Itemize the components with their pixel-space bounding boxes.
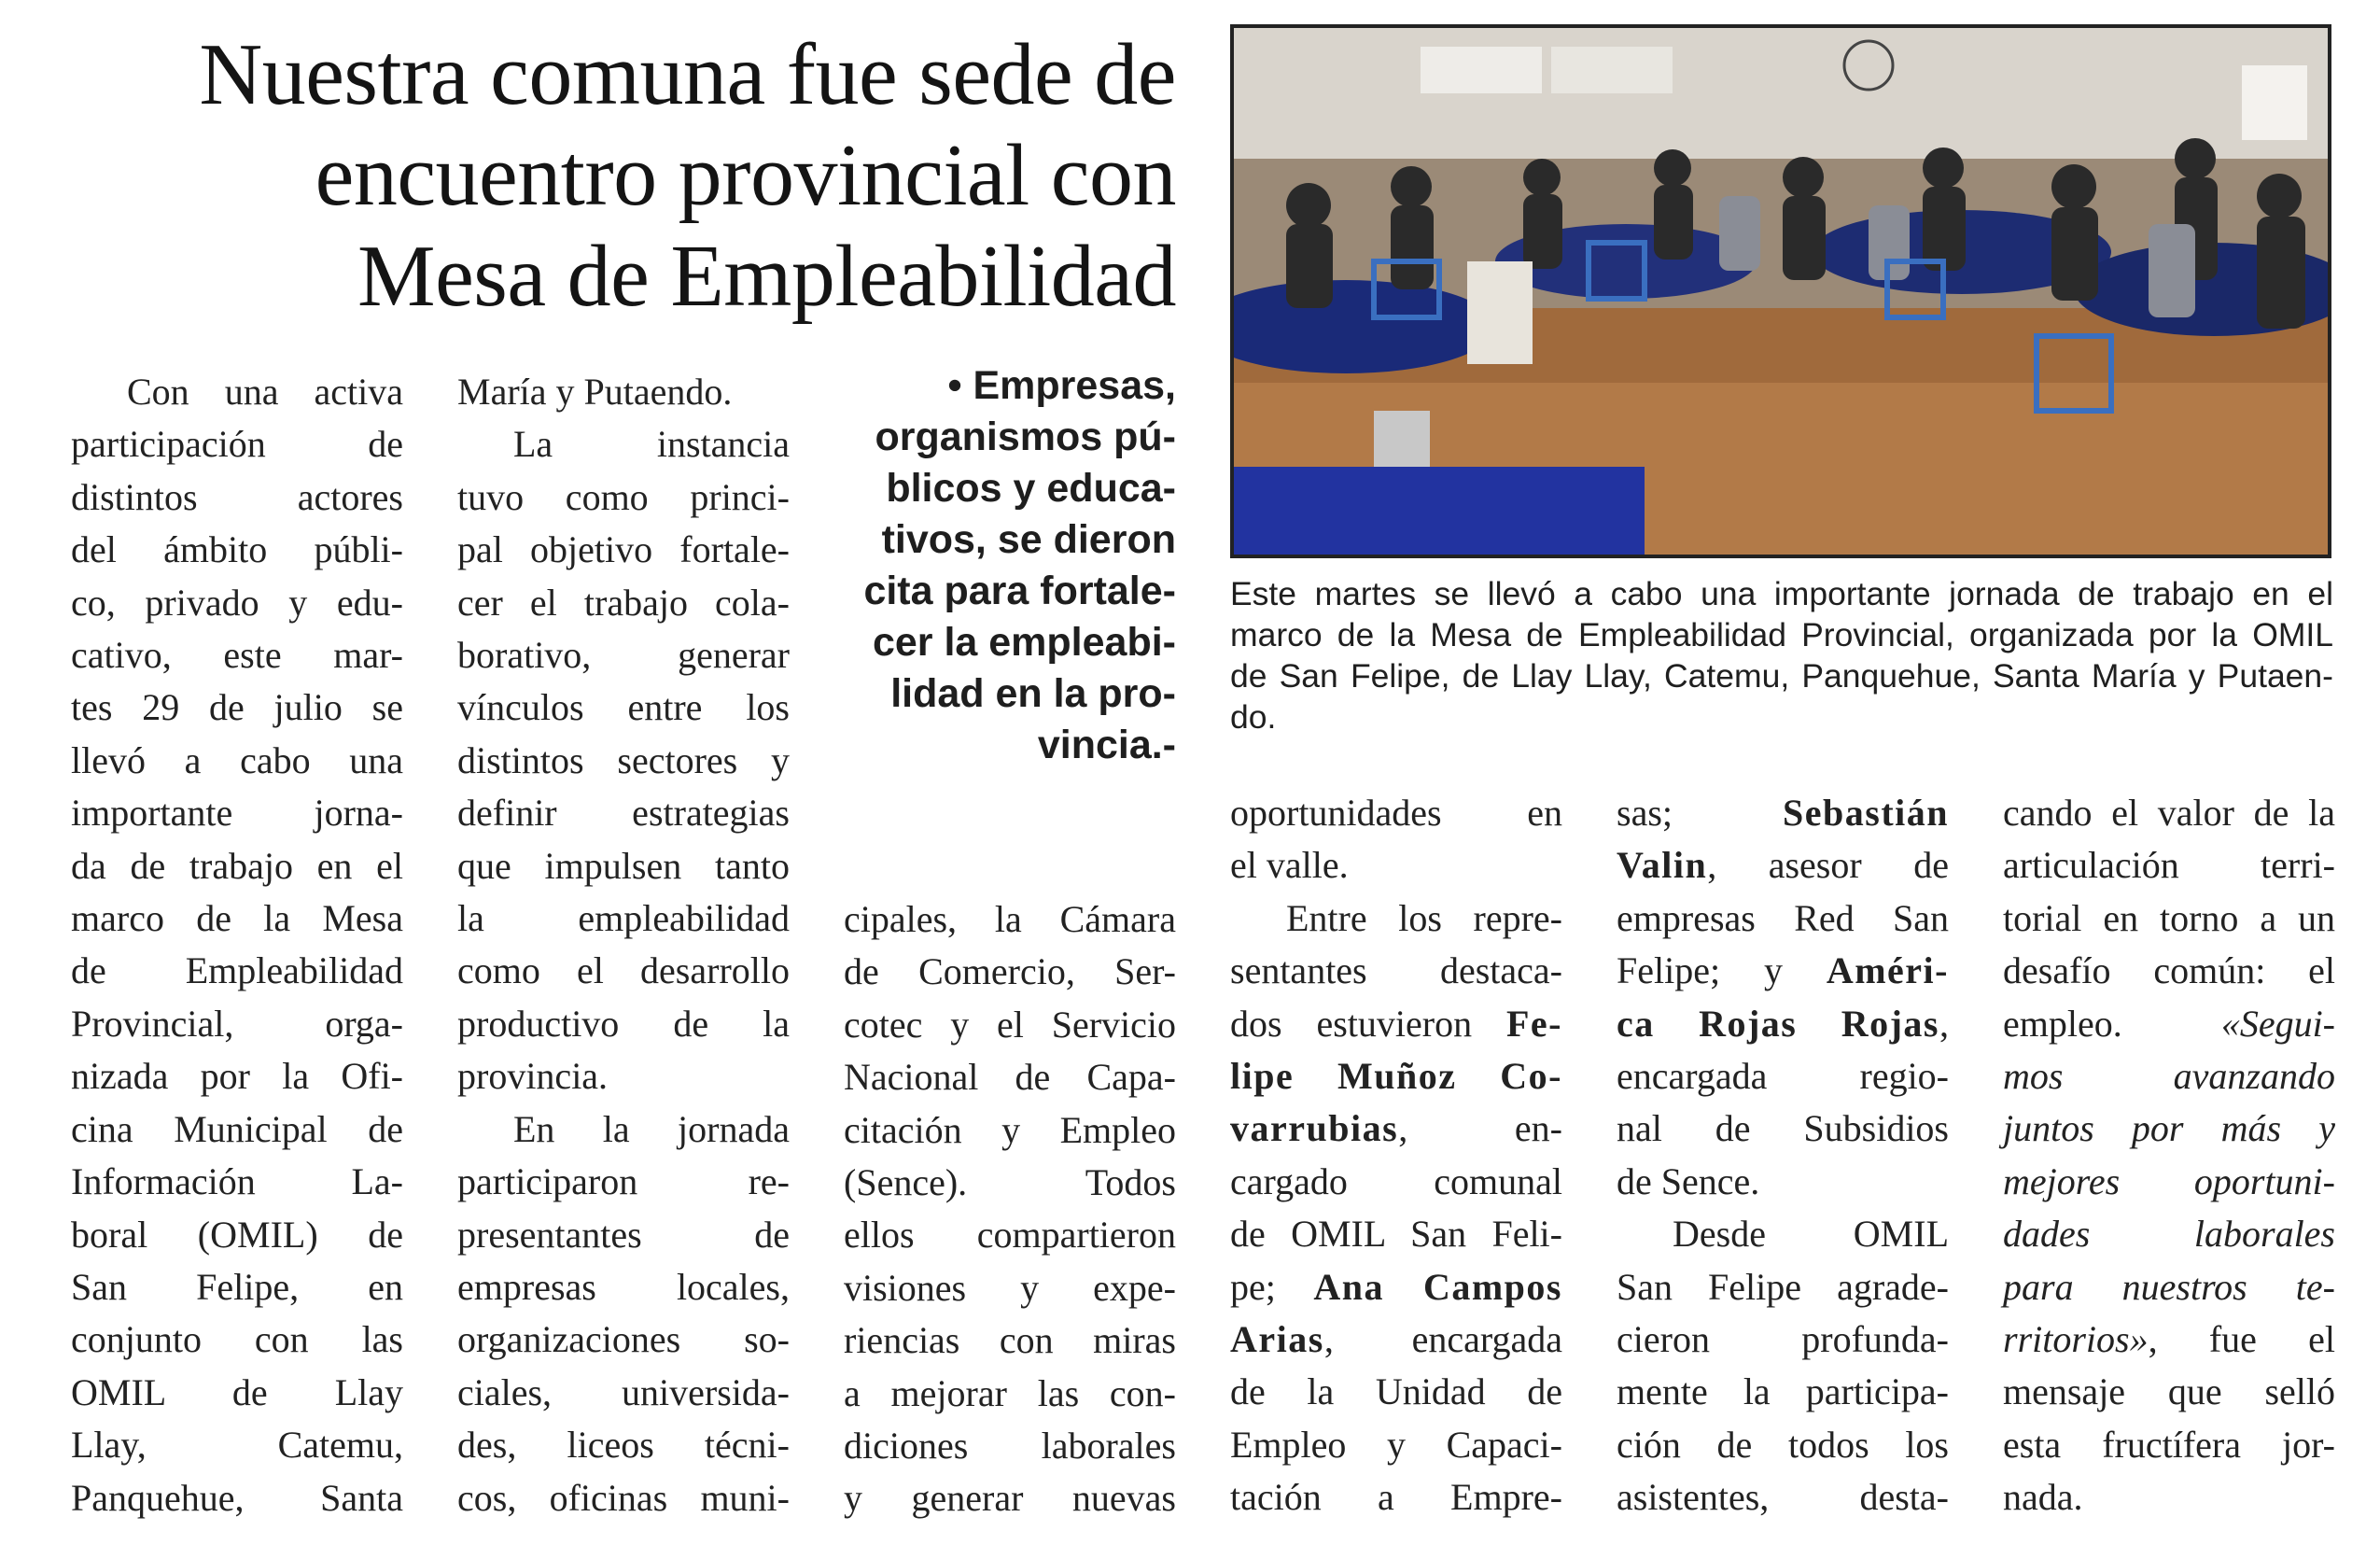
body-line: cando el valor de la xyxy=(2003,792,2335,834)
caption-line: do. xyxy=(1230,698,1277,736)
text-run: sas; xyxy=(1617,792,1783,834)
text-run: empleo. xyxy=(2003,1002,2221,1045)
body-line: de Sence. xyxy=(1617,1159,1760,1202)
body-line: oportunidades en xyxy=(1230,792,1562,834)
body-line: definir estrategias xyxy=(457,792,790,835)
body-line: empresas Red San xyxy=(1617,896,1949,939)
body-line: María y Putaendo. xyxy=(457,371,733,413)
pull-quote-line: tivos, se dieron xyxy=(881,517,1176,562)
body-line xyxy=(1617,998,1949,1050)
quote-text: juntos por más y xyxy=(2003,1107,2335,1150)
pull-quote-line: blicos y educa- xyxy=(886,466,1176,511)
body-line: San Felipe agrade- xyxy=(1617,1265,1949,1308)
body-line: Panquehue, Santa xyxy=(71,1476,403,1519)
text-run: , en- xyxy=(1398,1107,1562,1150)
body-line: ellos compartieron xyxy=(844,1214,1176,1257)
body-line xyxy=(1230,998,1562,1050)
quote-text: rritorios» xyxy=(2003,1318,2149,1361)
pull-quote-line: vincia.- xyxy=(1037,723,1176,767)
body-line: nal de Subsidios xyxy=(1617,1107,1949,1150)
body-line: OMIL de Llay xyxy=(71,1370,403,1413)
text-run: pe; xyxy=(1230,1265,1314,1308)
body-line: que impulsen tanto xyxy=(457,844,790,887)
body-line: La instancia xyxy=(513,423,790,466)
body-line: cotec y el Servicio xyxy=(844,1003,1176,1046)
body-line: llevó a cabo una xyxy=(71,738,403,781)
body-line: Provincial, orga- xyxy=(71,1002,403,1045)
body-line: importante jorna- xyxy=(71,792,403,835)
body-line: tes 29 de julio se xyxy=(71,686,403,729)
body-line: encargada regio- xyxy=(1617,1055,1949,1098)
body-line: articulación terri- xyxy=(2003,844,2335,887)
headline-line: Mesa de Empleabilidad xyxy=(357,228,1176,325)
body-line: como el desarrollo xyxy=(457,949,790,992)
body-line: distintos actores xyxy=(71,475,403,518)
caption-line: de San Felipe, de Llay Llay, Catemu, Panquehue, Santa María y Putaen- xyxy=(1230,657,2333,695)
body-line xyxy=(1617,787,1949,839)
body-line: riencias con miras xyxy=(844,1319,1176,1362)
text-run: , fue el xyxy=(2148,1318,2335,1361)
headline-line: Nuestra comuna fue sede de xyxy=(199,26,1176,123)
event-photo xyxy=(1230,24,2331,558)
body-line: el valle. xyxy=(1230,844,1349,887)
body-line: marco de la Mesa xyxy=(71,897,403,940)
body-line xyxy=(2003,998,2335,1050)
body-line: distintos sectores y xyxy=(457,738,790,781)
body-line: pal objetivo fortale- xyxy=(457,528,790,571)
text-run: , asesor de xyxy=(1707,844,1949,887)
body-line: diciones laborales xyxy=(844,1425,1176,1468)
body-line xyxy=(1230,1103,1562,1155)
body-line: cina Municipal de xyxy=(71,1107,403,1150)
body-line: ción de todos los xyxy=(1617,1423,1949,1466)
body-line: mensaje que selló xyxy=(2003,1370,2335,1413)
body-line: productivo de la xyxy=(457,1002,790,1045)
body-line: En la jornada xyxy=(513,1107,790,1150)
pull-quote-line: cita para fortale- xyxy=(863,569,1176,613)
body-column-5 xyxy=(1617,787,1949,1524)
body-line: empresas locales, xyxy=(457,1265,790,1308)
body-line xyxy=(2003,1103,2335,1155)
body-line: tación a Empre- xyxy=(1230,1476,1562,1519)
person-name: Sebastián xyxy=(1783,792,1949,834)
body-line: San Felipe, en xyxy=(71,1265,403,1308)
quote-text: para nuestros te- xyxy=(2003,1265,2335,1308)
body-line: ciales, universida- xyxy=(457,1370,790,1413)
text-run: dos estuvieron xyxy=(1230,1002,1506,1045)
pull-quote xyxy=(821,360,1176,771)
body-column-2 xyxy=(457,366,790,1524)
text-run: , xyxy=(1939,1002,1949,1045)
person-name: Améri- xyxy=(1826,949,1949,992)
headline-line: encuentro provincial con xyxy=(315,127,1176,224)
body-line xyxy=(2003,1050,2335,1103)
body-line: participaron re- xyxy=(457,1160,790,1203)
body-line: co, privado y edu- xyxy=(71,581,403,624)
quote-text: mejores oportuni- xyxy=(2003,1159,2335,1202)
body-line: a mejorar las con- xyxy=(844,1371,1176,1414)
body-column-3 xyxy=(844,893,1176,1525)
body-line: Nacional de Capa- xyxy=(844,1056,1176,1099)
quote-text: «Segui- xyxy=(2220,1002,2335,1045)
body-line: cargado comunal xyxy=(1230,1159,1562,1202)
body-line: Llay, Catemu, xyxy=(71,1424,403,1467)
body-line: de Comercio, Ser- xyxy=(844,950,1176,993)
text-run: , encargada xyxy=(1323,1318,1562,1361)
body-line: tuvo como princi- xyxy=(457,475,790,518)
body-line: presentantes de xyxy=(457,1213,790,1256)
quote-text: dades laborales xyxy=(2003,1213,2335,1256)
body-line: da de trabajo en el xyxy=(71,844,403,887)
body-line: Empleo y Capaci- xyxy=(1230,1423,1562,1466)
body-line: des, liceos técni- xyxy=(457,1424,790,1467)
body-line: organizaciones so- xyxy=(457,1318,790,1361)
body-line: Información La- xyxy=(71,1160,403,1203)
body-line: provincia. xyxy=(457,1055,609,1098)
body-line: borativo, generar xyxy=(457,634,790,677)
person-name: Arias xyxy=(1230,1318,1324,1361)
body-line: boral (OMIL) de xyxy=(71,1213,403,1256)
body-line: esta fructífera jor- xyxy=(2003,1423,2335,1466)
body-line: cativo, este mar- xyxy=(71,634,403,677)
body-line: del ámbito públi- xyxy=(71,528,403,571)
body-line xyxy=(1230,1050,1562,1103)
body-line: cipales, la Cámara xyxy=(844,898,1176,940)
body-column-4 xyxy=(1230,787,1562,1524)
person-name: Ana Campos xyxy=(1313,1265,1562,1308)
body-line xyxy=(1617,945,1949,997)
headline xyxy=(103,24,1176,327)
body-line: nizada por la Ofi- xyxy=(71,1055,403,1098)
event-photo-icon xyxy=(1234,28,2328,555)
text-run: Felipe; y xyxy=(1617,949,1827,992)
body-line xyxy=(2003,1208,2335,1260)
body-column-6 xyxy=(2003,787,2335,1524)
body-line: Entre los repre- xyxy=(1286,896,1562,939)
body-line xyxy=(1617,839,1949,892)
body-line: participación de xyxy=(71,423,403,466)
body-line: cieron profunda- xyxy=(1617,1318,1949,1361)
body-line: cer el trabajo cola- xyxy=(457,581,790,624)
body-line: conjunto con las xyxy=(71,1318,403,1361)
body-line: (Sence). Todos xyxy=(844,1161,1176,1204)
body-line: de Empleabilidad xyxy=(71,949,403,992)
pull-quote-line: cer la empleabi- xyxy=(872,620,1176,665)
body-line: Con una activa xyxy=(127,371,403,413)
caption-line: Este martes se llevó a cabo una importante jornada de trabajo en el xyxy=(1230,575,2333,612)
person-name: lipe Muñoz Co- xyxy=(1230,1055,1562,1098)
body-line: nada. xyxy=(2003,1476,2083,1519)
body-line: citación y Empleo xyxy=(844,1108,1176,1151)
body-line: la empleabilidad xyxy=(457,897,790,940)
body-line: de OMIL San Feli- xyxy=(1230,1213,1562,1256)
body-line xyxy=(1230,1261,1562,1313)
person-name: Valin xyxy=(1617,844,1708,887)
body-line: cos, oficinas muni- xyxy=(457,1476,790,1519)
body-line xyxy=(1230,1313,1562,1366)
body-line: asistentes, desta- xyxy=(1617,1476,1949,1519)
body-line: desafío común: el xyxy=(2003,949,2335,992)
body-column-1 xyxy=(71,366,403,1524)
pull-quote-line: organismos pú- xyxy=(875,414,1176,459)
body-line: y generar nuevas xyxy=(844,1477,1176,1520)
caption-line: marco de la Mesa de Empleabilidad Provincial, organizada por la OMIL xyxy=(1230,616,2333,653)
photo-caption xyxy=(1230,573,2333,737)
pull-quote-line: • Empresas, xyxy=(947,363,1176,408)
body-line: mente la participa- xyxy=(1617,1370,1949,1413)
body-line: torial en torno a un xyxy=(2003,896,2335,939)
body-line xyxy=(2003,1156,2335,1208)
person-name: ca Rojas Rojas xyxy=(1617,1002,1939,1045)
body-line: vínculos entre los xyxy=(457,686,790,729)
body-line: Desde OMIL xyxy=(1673,1213,1949,1256)
person-name: Fe- xyxy=(1505,1002,1562,1045)
body-line: de la Unidad de xyxy=(1230,1370,1562,1413)
pull-quote-line: lidad en la pro- xyxy=(890,671,1176,716)
quote-text: mos avanzando xyxy=(2003,1055,2335,1098)
body-line: sentantes destaca- xyxy=(1230,949,1562,992)
body-line xyxy=(2003,1261,2335,1313)
person-name: varrubias xyxy=(1230,1107,1399,1150)
body-line: visiones y expe- xyxy=(844,1266,1176,1309)
body-line xyxy=(2003,1313,2335,1366)
